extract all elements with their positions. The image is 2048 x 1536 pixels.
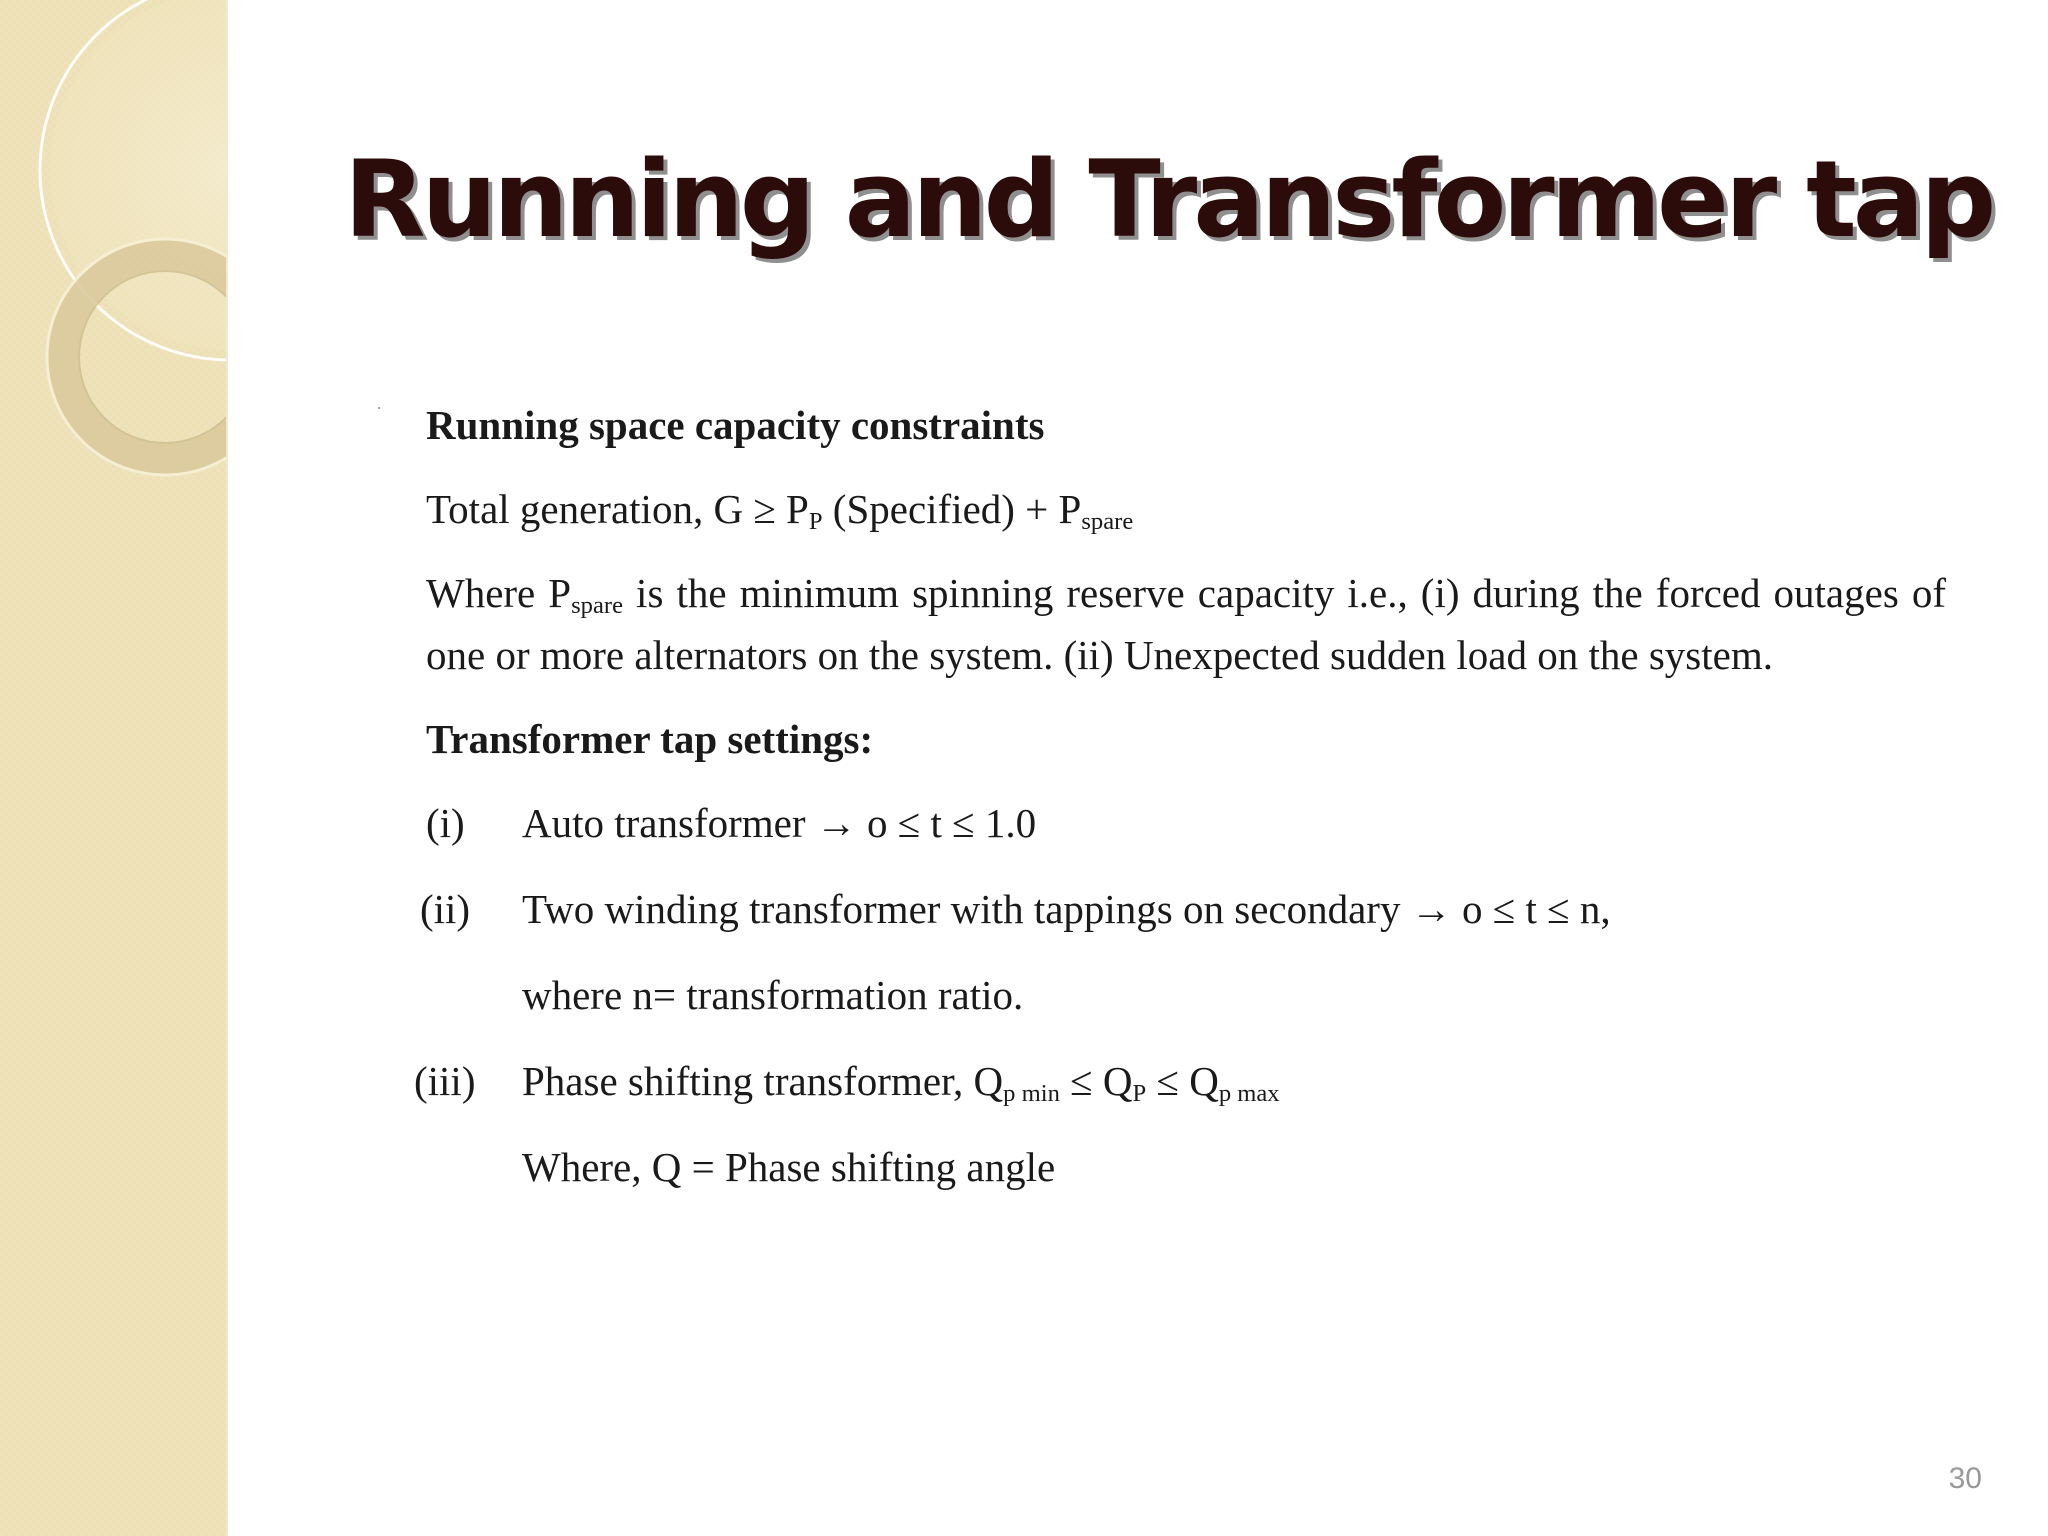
spare-description [426, 562, 1946, 686]
description-subscript: spare [571, 592, 623, 620]
decorative-rings-icon [0, 0, 228, 520]
decorative-sidebar [0, 0, 228, 1536]
list-item [420, 878, 1946, 940]
list-text-part: Phase shifting transformer, Q [522, 1058, 1004, 1104]
equation-subscript: P [808, 508, 823, 536]
list-text [522, 1058, 1280, 1108]
slide-body [414, 394, 1946, 1222]
running-heading: Running space capacity constraints [426, 402, 1045, 448]
list-text-part: ≤ Q [1059, 1058, 1133, 1104]
list-subscript: p min [1003, 1080, 1060, 1108]
list-subscript: p max [1218, 1080, 1280, 1108]
list-number: (iii) [414, 1058, 476, 1104]
generation-equation [426, 478, 1946, 540]
list-item [426, 792, 1946, 854]
description-text: is the minimum spinning reserve capacity i.e., (i) during the forced outages of one or more alternators on the system. (ii) Unexpected sudden load on the system. [426, 570, 1946, 678]
equation-text: Total generation, G ≥ P [426, 486, 809, 532]
list-text: Auto transformer → o ≤ t ≤ 1.0 [522, 800, 1037, 846]
slide-title: Running and Transformer tap [344, 138, 1993, 261]
page-number: 30 [1948, 1462, 1982, 1495]
sidebar-edge-divider [226, 0, 228, 1536]
stray-dot [378, 407, 380, 409]
list-continuation: where n= transformation ratio. [522, 972, 1024, 1018]
equation-subscript: spare [1081, 508, 1134, 536]
tap-heading: Transformer tap settings: [426, 716, 874, 762]
list-item [414, 1050, 1946, 1112]
description-text: Where P [426, 570, 572, 616]
list-continuation: Where, Q = Phase shifting angle [522, 1144, 1056, 1190]
list-number: (i) [426, 800, 465, 846]
list-text: Two winding transformer with tappings on secondary → o ≤ t ≤ n, [522, 886, 1611, 932]
list-number: (ii) [420, 886, 471, 932]
list-text-part: ≤ Q [1146, 1058, 1219, 1104]
list-subscript: P [1132, 1080, 1147, 1108]
equation-text: (Specified) + P [822, 486, 1082, 532]
